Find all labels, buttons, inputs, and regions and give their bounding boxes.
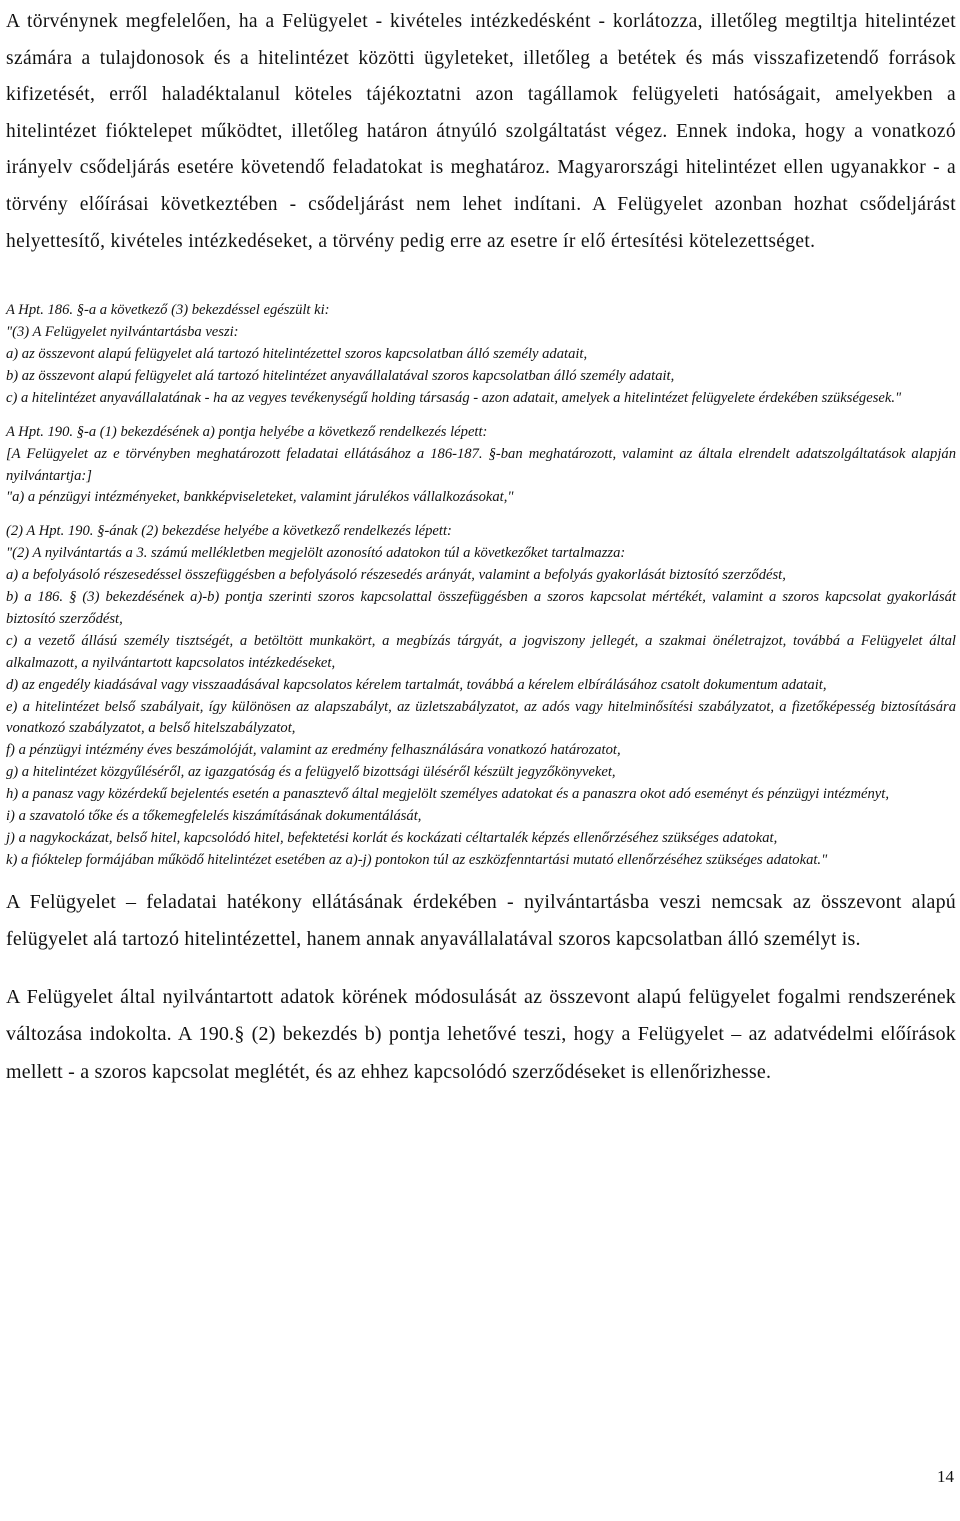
amendment-line: A Hpt. 186. §-a a következő (3) bekezdéssel egészült ki: [6, 302, 330, 319]
amendment-line: "(3) A Felügyelet nyilvántartásba veszi: [6, 324, 239, 341]
amendment-line: f) a pénzügyi intézmény éves beszámolóját, valamint az eredmény felhasználására vonatkozó határozatot, [6, 742, 621, 759]
amendment-186 [6, 300, 956, 410]
amendment-line: (2) A Hpt. 190. §-ának (2) bekezdése helyébe a következő rendelkezés lépett: [6, 523, 452, 540]
amendment-line: b) a 186. § (3) bekezdésének a)-b) pontja szerinti szoros kapcsolattal összefüggésben a szoros kapcsolat mértékét, valamint a szoros kapcsolat gyakorlását biztosító szerződést, [6, 589, 956, 627]
amendment-line: c) a hitelintézet anyavállalatának - ha az vegyes tevékenységű holding társaság - azon adatait, amelyek a hitelintézet felügyelete érdekében szükségesek." [6, 389, 902, 406]
amendment-line: a) a befolyásoló részesedéssel összefüggésben a befolyásoló részesedés arányát, valamint a befolyás gyakorlását biztosító szerződést, [6, 567, 786, 584]
amendment-190-2 [6, 521, 956, 872]
amendment-line: b) az összevont alapú felügyelet alá tartozó hitelintézet anyavállalatával szoros kapcsolatban álló személy adatait, [6, 367, 675, 384]
amendment-line: c) a vezető állású személy tisztségét, a betöltött munkakört, a megbízás tárgyát, a jogviszony jellegét, a szakmai önéletrajzot, továbbá a Felügyelet által alkalmazott, a nyilvántartott kapcsolatos intézkedéseket, [6, 632, 956, 671]
amendment-line: d) az engedély kiadásával vagy visszaadásával kapcsolatos kérelem tartalmát, továbbá a kérelem elbírálásához csatolt dokumentum adatait, [6, 676, 827, 693]
amendment-line: k) a fióktelep formájában működő hitelintézet esetében az a)-j) pontokon túl az eszközfenntartási mutató ellenőrzéséhez szükséges adatokat." [6, 851, 828, 868]
amendment-line: j) a nagykockázat, belső hitel, kapcsolódó hitel, befektetési korlát és kockázati céltartalék képzés ellenőrzéséhez szükséges adatokat, [6, 830, 778, 846]
closing-paragraph: A Felügyelet – feladatai hatékony ellátásának érdekében - nyilvántartásba veszi nemcsak az összevont alapú felügyelet alá tartozó hitelintézettel, hanem annak anyavállalatával szoros kapcsolatban álló személyt is. [6, 890, 956, 951]
amendment-line: e) a hitelintézet belső szabályait, így különösen az alapszabályt, az üzletszabályzatot, az adós vagy hitelminősítési szabályzatot, a fizetőképesség biztosítására vonatkozó szabályzatot, a belső hitelszabályzatot, [6, 698, 956, 737]
amendment-line: g) a hitelintézet közgyűléséről, az igazgatóság és a felügyelő bizottsági üléséről készült jegyzőkönyveket, [6, 764, 616, 781]
intro-paragraph: A törvénynek megfelelően, ha a Felügyelet - kivételes intézkedésként - korlátozza, illetőleg megtiltja hitelintézet számára a tulajdonosok és a hitelintézet közötti ügyleteket, illetőleg a betétek és más visszafizetendő források kifizetését, erről haladéktalanul köteles tájékoztatni azon tagállamok felügyeleti hatóságait, amelyekben a hitelintézet fióktelepet működtet, illetőleg határon átnyúló szolgáltatást végez. Ennek indoka, hogy a vonatkozó irányelv csődeljárás esetére követendő feladatokat is meghatároz. Magyarországi hitelintézet ellen ugyanakkor - a törvény előírásai következtében - csődeljárást nem lehet indítani. A Felügyelet azonban hozhat csődeljárást helyettesítő, kivételes intézkedéseket, a törvény pedig erre az esetre ír elő értesítési kötelezettséget. [6, 11, 956, 252]
amendment-line: "a) a pénzügyi intézményeket, bankképviseleteket, valamint járulékos vállalkozásokat," [6, 489, 514, 506]
amendment-line: "(2) A nyilvántartás a 3. számú mellékletben megjelölt azonosító adatokon túl a következőket tartalmazza: [6, 545, 626, 562]
amendment-line: A Hpt. 190. §-a (1) bekezdésének a) pontja helyébe a következő rendelkezés lépett: [6, 423, 488, 440]
page-number: 14 [937, 1467, 954, 1486]
amendment-line: i) a szavatoló tőke és a tőkemegfelelés kiszámításának dokumentálását, [6, 808, 422, 825]
closing-paragraph: A Felügyelet által nyilvántartott adatok körének módosulását az összevont alapú felügyelet fogalmi rendszerének változása indokolta. A 190.§ (2) bekezdés b) pontja lehetővé teszi, hogy a Felügyelet – az adatvédelmi előírások mellett - a szoros kapcsolat meglétét, és az ehhez kapcsolódó szerződéseket is ellenőrizhesse. [6, 985, 956, 1083]
amendments-section [6, 300, 956, 872]
amendment-line: a) az összevont alapú felügyelet alá tartozó hitelintézettel szoros kapcsolatban álló személy adatait, [6, 345, 588, 362]
amendment-190-1 [6, 422, 956, 510]
amendment-line: [A Felügyelet az e törvényben meghatározott feladatai ellátásához a 186-187. §-ban meghatározott, valamint az általa elrendelt adatszolgáltatások alapján nyilvántartja:] [6, 445, 956, 484]
document-page [6, 0, 956, 1111]
amendment-line: h) a panasz vagy közérdekű bejelentés esetén a panasztevő által megjelölt személyes adatokat és a panaszra okot adó eseményt és pénzügyi intézményt, [6, 786, 889, 803]
